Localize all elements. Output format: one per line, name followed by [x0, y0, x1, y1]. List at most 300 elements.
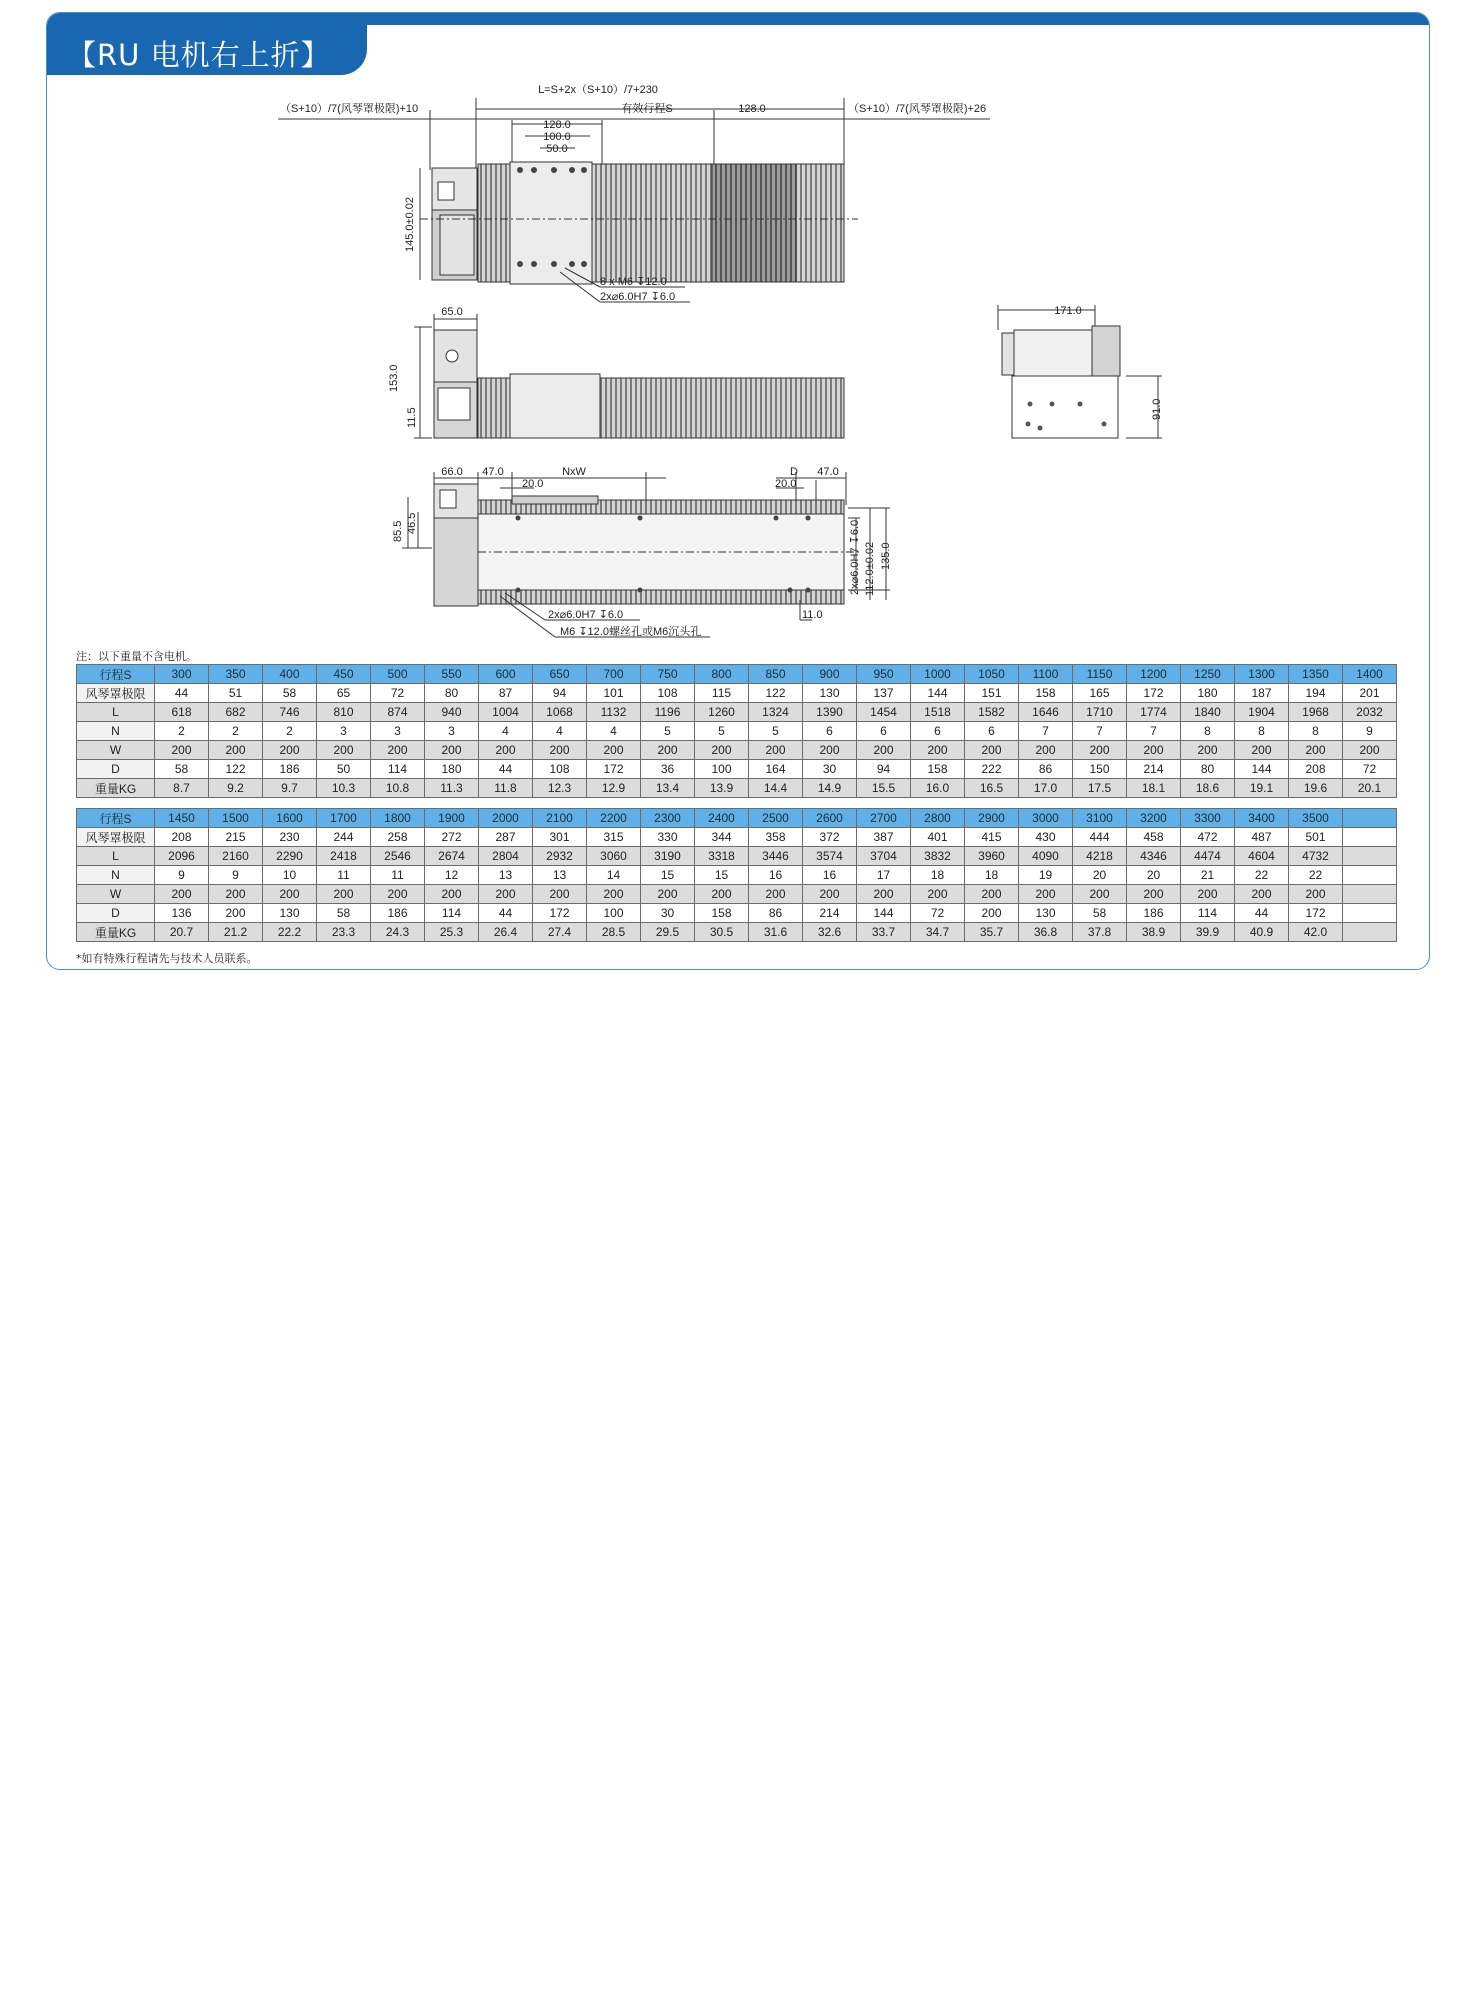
table-cell: 130: [803, 684, 857, 703]
table-cell: 150: [1073, 760, 1127, 779]
table-cell: 2400: [695, 809, 749, 828]
dim-153: 153.0: [388, 364, 400, 392]
row-label: W: [77, 741, 155, 760]
table-cell: 13: [533, 866, 587, 885]
dim-100: 100.0: [543, 131, 571, 143]
table-cell: 94: [533, 684, 587, 703]
table-cell: 200: [1235, 741, 1289, 760]
table-cell: 3300: [1181, 809, 1235, 828]
table-cell: 950: [857, 665, 911, 684]
table-cell: 80: [1181, 760, 1235, 779]
table-cell: 940: [425, 703, 479, 722]
table-cell: 114: [1181, 904, 1235, 923]
table-cell: 2800: [911, 809, 965, 828]
table-cell: 11.8: [479, 779, 533, 798]
table-cell: 200: [1289, 741, 1343, 760]
table-cell: 158: [911, 760, 965, 779]
dim-65: 65.0: [441, 306, 463, 318]
table-cell: 186: [263, 760, 317, 779]
table-cell: 2418: [317, 847, 371, 866]
table-cell: 22: [1289, 866, 1343, 885]
row-label: N: [77, 866, 155, 885]
row-label: L: [77, 847, 155, 866]
table-cell: 1840: [1181, 703, 1235, 722]
dim-50: 50.0: [546, 143, 568, 155]
table-cell: 874: [371, 703, 425, 722]
row-label: 风琴罩极限: [77, 828, 155, 847]
table-row: [77, 703, 1397, 722]
table-cell: 21: [1181, 866, 1235, 885]
table-cell: 200: [371, 885, 425, 904]
table-cell: 200: [209, 885, 263, 904]
table-cell: 30: [803, 760, 857, 779]
dim-11: 11.0: [802, 609, 823, 621]
table-row: [77, 722, 1397, 741]
table-row: [77, 828, 1397, 847]
dim-d: D: [790, 466, 798, 478]
row-label: 行程S: [77, 665, 155, 684]
table-cell: 2000: [479, 809, 533, 828]
table-cell: 618: [155, 703, 209, 722]
table-cell: 4: [587, 722, 641, 741]
table-cell: 3060: [587, 847, 641, 866]
table-cell: 108: [533, 760, 587, 779]
table-cell: [1343, 904, 1397, 923]
table-cell: 16.5: [965, 779, 1019, 798]
table-cell: 58: [263, 684, 317, 703]
row-label: D: [77, 904, 155, 923]
table-cell: [1343, 828, 1397, 847]
table-cell: 1646: [1019, 703, 1073, 722]
row-label: D: [77, 760, 155, 779]
table-cell: 32.6: [803, 923, 857, 942]
table-cell: 8: [1181, 722, 1235, 741]
table-cell: 200: [1073, 741, 1127, 760]
table-cell: 122: [209, 760, 263, 779]
table-cell: 344: [695, 828, 749, 847]
table-cell: 4732: [1289, 847, 1343, 866]
table-row: [77, 866, 1397, 885]
table-cell: 5: [695, 722, 749, 741]
table-cell: 1000: [911, 665, 965, 684]
table-cell: 187: [1235, 684, 1289, 703]
table-cell: 20.1: [1343, 779, 1397, 798]
table-cell: 172: [533, 904, 587, 923]
table-cell: 1250: [1181, 665, 1235, 684]
table-cell: 2674: [425, 847, 479, 866]
table-cell: 208: [155, 828, 209, 847]
table-cell: 650: [533, 665, 587, 684]
table-cell: 44: [155, 684, 209, 703]
table-cell: 200: [1181, 885, 1235, 904]
table-cell: 87: [479, 684, 533, 703]
table-cell: 200: [479, 741, 533, 760]
dim-right-bellows: （S+10）/7(风琴罩极限)+26: [848, 103, 987, 115]
table-cell: 17: [857, 866, 911, 885]
table-cell: 35.7: [965, 923, 1019, 942]
dim-112: 112.0±0.02: [864, 541, 876, 596]
table-cell: 682: [209, 703, 263, 722]
table-cell: 6: [803, 722, 857, 741]
table-cell: 1132: [587, 703, 641, 722]
table-cell: 72: [371, 684, 425, 703]
table-cell: 4474: [1181, 847, 1235, 866]
table-cell: 1100: [1019, 665, 1073, 684]
dim-85-5: 85.5: [392, 520, 404, 542]
table-cell: 164: [749, 760, 803, 779]
table-cell: 400: [263, 665, 317, 684]
table-cell: 5: [641, 722, 695, 741]
table-cell: 1800: [371, 809, 425, 828]
table-row: [77, 741, 1397, 760]
table-cell: 3: [317, 722, 371, 741]
dim-128: 128.0: [543, 119, 571, 131]
label-pin-right: 2x⌀6.0H7 ↧6.0: [849, 519, 861, 595]
table-cell: 14: [587, 866, 641, 885]
table-cell: 100: [587, 904, 641, 923]
table-cell: 17.5: [1073, 779, 1127, 798]
dim-66: 66.0: [441, 466, 463, 478]
table-cell: 200: [803, 741, 857, 760]
table-cell: 200: [1235, 885, 1289, 904]
label-m6-holes: 8 x M6 ↧12.0: [600, 276, 667, 288]
table-cell: 180: [425, 760, 479, 779]
table-cell: 300: [155, 665, 209, 684]
table-cell: 9: [1343, 722, 1397, 741]
table-cell: 1700: [317, 809, 371, 828]
end-view: [998, 305, 1162, 438]
table-cell: 3400: [1235, 809, 1289, 828]
table-cell: 850: [749, 665, 803, 684]
table-cell: 10.8: [371, 779, 425, 798]
table-cell: 37.8: [1073, 923, 1127, 942]
table-cell: 21.2: [209, 923, 263, 942]
table-cell: 14.9: [803, 779, 857, 798]
table-cell: 44: [1235, 904, 1289, 923]
table-cell: [1343, 885, 1397, 904]
table-cell: 200: [641, 741, 695, 760]
table-cell: 208: [1289, 760, 1343, 779]
table-cell: 144: [1235, 760, 1289, 779]
row-label: L: [77, 703, 155, 722]
dim-145: 145.0±0.02: [404, 197, 416, 252]
table-cell: 9: [155, 866, 209, 885]
label-m6-note: M6 ↧12.0螺丝孔或M6沉头孔: [560, 626, 702, 638]
table-cell: 1710: [1073, 703, 1127, 722]
table-cell: 15.5: [857, 779, 911, 798]
table-cell: 101: [587, 684, 641, 703]
table-cell: 900: [803, 665, 857, 684]
table-cell: 215: [209, 828, 263, 847]
table-cell: 200: [695, 741, 749, 760]
table-cell: 122: [749, 684, 803, 703]
table-cell: 158: [1019, 684, 1073, 703]
table-cell: 58: [317, 904, 371, 923]
table-cell: 200: [533, 741, 587, 760]
table-cell: 487: [1235, 828, 1289, 847]
table-cell: 1500: [209, 809, 263, 828]
table-row: [77, 760, 1397, 779]
dim-11-5: 11.5: [406, 407, 418, 428]
table-cell: 214: [803, 904, 857, 923]
table-cell: 136: [155, 904, 209, 923]
table-row: [77, 809, 1397, 828]
dim-20-right: 20.0: [775, 478, 797, 490]
table-cell: 200: [1127, 741, 1181, 760]
label-pin-holes: 2x⌀6.0H7 ↧6.0: [600, 291, 676, 303]
table-cell: 214: [1127, 760, 1181, 779]
table-cell: 13.9: [695, 779, 749, 798]
table-cell: 200: [425, 741, 479, 760]
table-cell: 86: [1019, 760, 1073, 779]
table-cell: 2100: [533, 809, 587, 828]
table-cell: 3200: [1127, 809, 1181, 828]
table-cell: 200: [965, 885, 1019, 904]
table-cell: 444: [1073, 828, 1127, 847]
table-cell: 1350: [1289, 665, 1343, 684]
table-cell: 746: [263, 703, 317, 722]
table-cell: 200: [533, 885, 587, 904]
table-cell: 15: [695, 866, 749, 885]
table-cell: 600: [479, 665, 533, 684]
table-cell: 12: [425, 866, 479, 885]
table-cell: 200: [965, 904, 1019, 923]
table-cell: 16: [749, 866, 803, 885]
table-cell: 130: [263, 904, 317, 923]
table-cell: 2700: [857, 809, 911, 828]
table-cell: 51: [209, 684, 263, 703]
dim-right-128: 128.0: [738, 103, 766, 115]
table-cell: 372: [803, 828, 857, 847]
table-cell: 7: [1127, 722, 1181, 741]
table-cell: [1343, 809, 1397, 828]
table-cell: 401: [911, 828, 965, 847]
table-cell: 2: [155, 722, 209, 741]
table-cell: 1518: [911, 703, 965, 722]
table-cell: 4: [479, 722, 533, 741]
table-cell: 6: [857, 722, 911, 741]
table-cell: 24.3: [371, 923, 425, 942]
table-row: [77, 923, 1397, 942]
table-cell: 258: [371, 828, 425, 847]
table-cell: 44: [479, 904, 533, 923]
table-cell: 11.3: [425, 779, 479, 798]
dim-91: 91.0: [1151, 398, 1163, 420]
table-cell: 20: [1127, 866, 1181, 885]
table-cell: 200: [263, 885, 317, 904]
dim-left-bellows: （S+10）/7(风琴罩极限)+10: [280, 103, 419, 115]
table-cell: 330: [641, 828, 695, 847]
table-cell: 22.2: [263, 923, 317, 942]
table-cell: 200: [1181, 741, 1235, 760]
table-cell: 200: [749, 885, 803, 904]
table-cell: 4: [533, 722, 587, 741]
label-pin-bottom: 2x⌀6.0H7 ↧6.0: [548, 609, 624, 621]
table-cell: 3190: [641, 847, 695, 866]
table-cell: 200: [1289, 885, 1343, 904]
table-cell: 3: [425, 722, 479, 741]
table-row: [77, 847, 1397, 866]
dim-47-right: 47.0: [817, 466, 839, 478]
table-cell: 194: [1289, 684, 1343, 703]
table-cell: 201: [1343, 684, 1397, 703]
table-cell: 244: [317, 828, 371, 847]
table-cell: 200: [371, 741, 425, 760]
table-row: [77, 779, 1397, 798]
table-cell: 36.8: [1019, 923, 1073, 942]
table-row: [77, 684, 1397, 703]
table-cell: 1004: [479, 703, 533, 722]
table-cell: 1068: [533, 703, 587, 722]
table-cell: 1200: [1127, 665, 1181, 684]
table-cell: 23.3: [317, 923, 371, 942]
table-cell: 13.4: [641, 779, 695, 798]
table-cell: 86: [749, 904, 803, 923]
table-cell: 8: [1235, 722, 1289, 741]
dim-46-5: 46.5: [406, 512, 418, 534]
table-cell: 301: [533, 828, 587, 847]
table-cell: 38.9: [1127, 923, 1181, 942]
table-cell: 115: [695, 684, 749, 703]
dim-47-left: 47.0: [482, 466, 504, 478]
table-cell: 200: [803, 885, 857, 904]
table-cell: 114: [371, 760, 425, 779]
row-label: N: [77, 722, 155, 741]
table-cell: 200: [965, 741, 1019, 760]
table-cell: 200: [749, 741, 803, 760]
table-cell: 350: [209, 665, 263, 684]
table-cell: 4346: [1127, 847, 1181, 866]
dim-20-left: 20.0: [522, 478, 544, 490]
table-cell: 18: [911, 866, 965, 885]
table-cell: 200: [1019, 741, 1073, 760]
table-cell: 20.7: [155, 923, 209, 942]
table-cell: 144: [911, 684, 965, 703]
table-cell: 19.1: [1235, 779, 1289, 798]
table-cell: 72: [911, 904, 965, 923]
table-cell: 2160: [209, 847, 263, 866]
table-cell: 22: [1235, 866, 1289, 885]
table-cell: 458: [1127, 828, 1181, 847]
dim-effective-stroke: 有效行程S: [621, 103, 673, 115]
table-cell: 39.9: [1181, 923, 1235, 942]
table-cell: 44: [479, 760, 533, 779]
table-cell: 1450: [155, 809, 209, 828]
table-cell: 3832: [911, 847, 965, 866]
table-cell: 137: [857, 684, 911, 703]
table-cell: 18.6: [1181, 779, 1235, 798]
table-cell: 7: [1019, 722, 1073, 741]
table-cell: 1600: [263, 809, 317, 828]
table-cell: 158: [695, 904, 749, 923]
table-cell: 200: [425, 885, 479, 904]
table-cell: 2546: [371, 847, 425, 866]
table-cell: 200: [479, 885, 533, 904]
table-cell: 58: [155, 760, 209, 779]
weight-note: 注：以下重量不含电机。: [76, 650, 197, 663]
table-cell: 186: [1127, 904, 1181, 923]
page-title: 【RU 电机右上折】: [67, 38, 331, 72]
table-cell: 18.1: [1127, 779, 1181, 798]
dim-135: 135.0: [880, 542, 892, 570]
table-cell: 114: [425, 904, 479, 923]
table-cell: 200: [911, 885, 965, 904]
technical-drawing: [0, 0, 1462, 660]
table-cell: 16: [803, 866, 857, 885]
table-cell: 2: [209, 722, 263, 741]
table-cell: 4218: [1073, 847, 1127, 866]
table-cell: 1390: [803, 703, 857, 722]
table-cell: 33.7: [857, 923, 911, 942]
table-cell: 1968: [1289, 703, 1343, 722]
table-cell: 180: [1181, 684, 1235, 703]
table-cell: 200: [911, 741, 965, 760]
table-cell: 3446: [749, 847, 803, 866]
table-cell: 58: [1073, 904, 1127, 923]
table-cell: 2: [263, 722, 317, 741]
table-cell: 200: [1343, 741, 1397, 760]
table-cell: 1050: [965, 665, 1019, 684]
table-cell: 810: [317, 703, 371, 722]
table-cell: 19.6: [1289, 779, 1343, 798]
table-cell: 10.3: [317, 779, 371, 798]
table-cell: 1774: [1127, 703, 1181, 722]
table-cell: 108: [641, 684, 695, 703]
table-cell: 30: [641, 904, 695, 923]
table-cell: 9.7: [263, 779, 317, 798]
table-cell: 4090: [1019, 847, 1073, 866]
table-cell: 172: [1127, 684, 1181, 703]
side-view: [414, 314, 844, 438]
table-cell: 172: [1289, 904, 1343, 923]
table-cell: 15: [641, 866, 695, 885]
table-cell: 165: [1073, 684, 1127, 703]
table-cell: [1343, 923, 1397, 942]
table-cell: 1300: [1235, 665, 1289, 684]
table-cell: [1343, 866, 1397, 885]
table-cell: 72: [1343, 760, 1397, 779]
dim-nxw: NxW: [562, 466, 586, 478]
table-cell: 34.7: [911, 923, 965, 942]
table-cell: 1454: [857, 703, 911, 722]
table-cell: 18: [965, 866, 1019, 885]
table-cell: 28.5: [587, 923, 641, 942]
table-cell: 19: [1019, 866, 1073, 885]
table-cell: 222: [965, 760, 1019, 779]
table-cell: 500: [371, 665, 425, 684]
table-cell: 4604: [1235, 847, 1289, 866]
table-cell: 200: [587, 885, 641, 904]
table-cell: 40.9: [1235, 923, 1289, 942]
table-cell: 200: [263, 741, 317, 760]
table-cell: 7: [1073, 722, 1127, 741]
table-cell: 1324: [749, 703, 803, 722]
table-cell: 415: [965, 828, 1019, 847]
table-cell: 3960: [965, 847, 1019, 866]
table-cell: 30.5: [695, 923, 749, 942]
table-cell: 3574: [803, 847, 857, 866]
table-cell: 3704: [857, 847, 911, 866]
table-cell: 17.0: [1019, 779, 1073, 798]
table-cell: 25.3: [425, 923, 479, 942]
table-row: [77, 904, 1397, 923]
table-cell: 472: [1181, 828, 1235, 847]
table-cell: 94: [857, 760, 911, 779]
table-cell: 1196: [641, 703, 695, 722]
contact-note: *如有特殊行程请先与技术人员联系。: [76, 952, 258, 965]
table-cell: 200: [155, 741, 209, 760]
table-cell: 42.0: [1289, 923, 1343, 942]
